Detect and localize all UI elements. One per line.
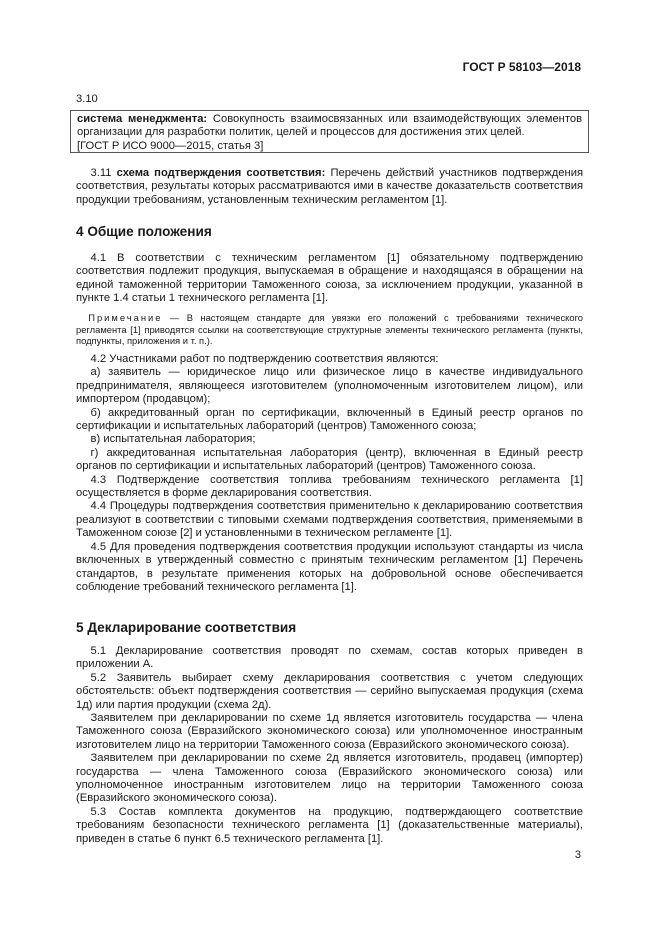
paragraph-4-1: 4.1 В соответствии с техническим регламентом [1] обязательному подтверждению соответствия подлежит продукция, выпускаемая в обращение и находящаяся в обращении на единой таможенной территории Таможенного союза, за исключением продукции, указанной в пункте 1.4 статьи 1 технического регламента [1]. [76,252,583,305]
paragraph-4-2: 4.2 Участниками работ по подтверждению соответствия являются: [90,353,439,365]
term-3-11-term: схема подтверждения соответствия: [116,167,326,179]
term-3-10-term: система менеджмента: [77,113,208,125]
term-3-10-reference: [ГОСТ Р ИСО 9000—2015, статья 3] [77,139,264,152]
paragraph-4-2-b: б) аккредитованный орган по сертификации, включенный в Единый реестр органов по сертификации и испытательных лабораторий (центров) Таможенного союза; [76,406,583,433]
paragraph-5-2-scheme-2d: Заявителем при декларировании по схеме 2д является изготовитель, продавец (импортер) государства — члена Таможенного союза (Евразийского экономического союза) или уполномоченное иностранным изготовителем лицо на территории Таможенного союза (Евразийского экономического союза). [76,752,583,805]
term-3-11-definition [76,167,583,207]
paragraph-5-3: 5.3 Состав комплекта документов на продукцию, подтверждающего соответствие требованиям безопасности технического регламента [1] (доказательственные материалы), приведен в статье 6 пункт 6.5 технического регламента [1]. [76,805,583,845]
term-3-11-text: Перечень действий участников подтверждения соответствия, результаты которых рассматриваются ими в качестве доказательств соответствия продукции требованиям, установленным техническим регламентом [1]. [76,167,583,206]
paragraph-4-2-a: а) заявитель — юридическое лицо или физическое лицо в качестве индивидуального предпринимателя, являющееся изготовителем (уполномоченным изготовителем лицом), или импортером (продавцом); [76,366,583,406]
paragraph-4-4: 4.4 Процедуры подтверждения соответствия применительно к декларированию соответствия реализуют в соответствии с типовыми схемами подтверждения соответствия, применяемыми в Таможенном союзе [2] и установленными в техническом регламенте [1]. [76,500,583,540]
page-number: 3 [574,849,581,861]
section-4-title: 4 Общие положения [76,224,212,239]
paragraph-4-2-g: г) аккредитованная испытательная лаборатория (центр), включенная в Единый реестр органов по сертификации и испытательных лабораторий (центров) Таможенного союза. [76,446,583,473]
section-5-body [76,645,583,846]
paragraph-4-3: 4.3 Подтверждение соответствия топлива требованиям технического регламента [1] осуществляется в форме декларирования соответствия. [76,473,583,500]
note-text: — В настоящем стандарте для увязки его положений с требованиями технического регламента [1] приводятся ссылки на соответствующие структурные элементы технического регламента (пункты, подпункты, приложения и т. п.). [76,312,583,347]
note-paragraph [76,312,583,347]
note-label: Примечание [88,312,163,323]
section-4-paragraph-4-1 [76,252,583,306]
term-3-10-definition [77,113,582,140]
section-4-note [76,312,583,347]
standard-number: ГОСТ Р 58103—2018 [462,60,581,74]
paragraph-5-2: 5.2 Заявитель выбирает схему декларирования соответствия с учетом следующих обстоятельств: объект подтверждения соответствия — серийно выпускаемая продукция (схема 1д) или партия продукции (схема 2д). [76,671,583,711]
term-3-10-text: Совокупность взаимосвязанных или взаимодействующих элементов организации для разработки политик, целей и процессов для достижения этих целей. [77,113,583,139]
term-3-11-number: 3.11 [90,167,112,179]
term-3-10-number: 3.10 [76,93,98,105]
paragraph-4-5: 4.5 Для проведения подтверждения соответствия продукции используют стандарты из числа включенных в утвержденный совместно с принятым техническим регламентом [1] Перечень стандартов, в результате применения которых на добровольной основе обеспечивается соблюдение требований технического регламента [1]. [76,540,583,593]
paragraph-5-1: 5.1 Декларирование соответствия проводят по схемам, состав которых приведен в приложении А. [76,645,583,671]
section-5-title: 5 Декларирование соответствия [76,620,297,635]
section-4-participants [76,353,583,594]
term-3-10-frame [70,110,589,153]
term-3-11 [76,167,583,207]
paragraph-4-2-v: в) испытательная лаборатория; [90,433,256,446]
paragraph-5-2-scheme-1d: Заявителем при декларировании по схеме 1д является изготовитель государства — члена Таможенного союза (Евразийского экономического союза) или уполномоченное иностранным изготовителем лицо на территории Таможенного союза (Евразийского экономического союза). [76,712,583,751]
